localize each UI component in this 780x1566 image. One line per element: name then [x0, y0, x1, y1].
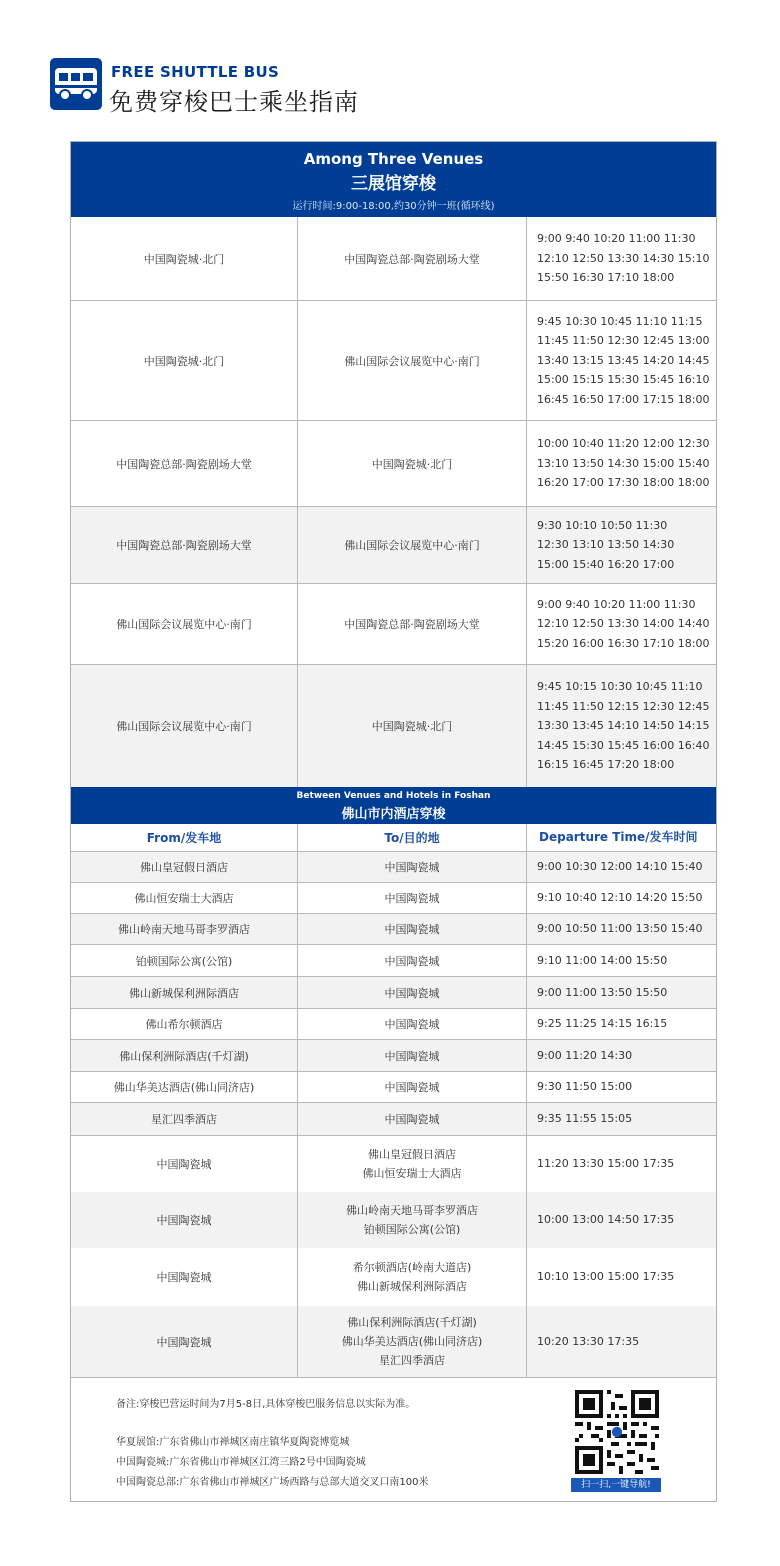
time-line: 15:00 15:15 15:30 15:45 16:10 — [537, 373, 710, 387]
header-title-cn: 免费穿梭巴士乘坐指南 — [109, 88, 359, 116]
table-row — [71, 914, 716, 945]
destination: 佛山恒安瑞士大酒店 — [362, 1167, 462, 1180]
table-row — [71, 1192, 716, 1248]
row-time: 9:10 10:40 12:10 14:20 15:50 — [537, 891, 703, 905]
table-row — [71, 301, 716, 421]
address-huaxia: 华夏展馆:广东省佛山市禅城区南庄镇华夏陶瓷博览城 — [116, 1437, 350, 1448]
table-row — [71, 1103, 716, 1136]
row-from: 佛山保利洲际酒店(千灯湖) — [71, 1040, 298, 1071]
row-times — [527, 301, 716, 420]
row-to: 中国陶瓷城·北门 — [298, 421, 527, 506]
row-times — [527, 584, 716, 664]
destination: 佛山皇冠假日酒店 — [368, 1148, 456, 1161]
time-line: 13:10 13:50 14:30 15:00 15:40 — [537, 456, 710, 470]
table-row — [71, 1072, 716, 1103]
table-row — [71, 883, 716, 914]
destination: 希尔顿酒店(岭南大道店) — [352, 1261, 472, 1274]
row-time: 9:35 11:55 15:05 — [537, 1112, 633, 1126]
time-line: 9:45 10:30 10:45 11:10 11:15 — [537, 314, 703, 328]
row-to — [298, 1248, 527, 1306]
row-from: 佛山华美达酒店(佛山同济店) — [71, 1072, 298, 1102]
qr-caption: 扫一扫,一键导航! — [571, 1478, 661, 1492]
row-from: 佛山皇冠假日酒店 — [71, 852, 298, 882]
row-from: 佛山国际会议展览中心·南门 — [71, 584, 298, 664]
header-time: Departure Time/发车时间 — [539, 829, 698, 844]
time-line: 9:00 9:40 10:20 11:00 11:30 — [537, 597, 696, 611]
page-header — [50, 58, 730, 114]
row-time: 9:25 11:25 14:15 16:15 — [537, 1017, 668, 1031]
time-line: 12:10 12:50 13:30 14:00 14:40 — [537, 617, 710, 631]
row-time: 9:00 11:20 14:30 — [537, 1048, 633, 1062]
table-row — [71, 852, 716, 883]
column-headers — [71, 824, 716, 852]
time-line: 16:15 16:45 17:20 18:00 — [537, 758, 675, 772]
row-to: 中国陶瓷城 — [298, 977, 527, 1008]
time-line: 15:00 15:40 16:20 17:00 — [537, 557, 675, 571]
row-from: 中国陶瓷城·北门 — [71, 301, 298, 420]
row-from: 佛山希尔顿酒店 — [71, 1009, 298, 1039]
time-line: 12:10 12:50 13:30 14:30 15:10 — [537, 251, 710, 265]
time-line: 9:45 10:15 10:30 10:45 11:10 — [537, 680, 703, 694]
table-row — [71, 1306, 716, 1378]
row-time: 11:20 13:30 15:00 17:35 — [537, 1157, 675, 1171]
row-from: 中国陶瓷总部·陶瓷剧场大堂 — [71, 421, 298, 506]
row-to: 中国陶瓷总部·陶瓷剧场大堂 — [298, 217, 527, 300]
destination: 佛山新城保利洲际酒店 — [357, 1280, 467, 1293]
time-line: 15:20 16:00 16:30 17:10 18:00 — [537, 636, 710, 650]
section2-banner — [71, 787, 716, 824]
row-to: 佛山国际会议展览中心·南门 — [298, 507, 527, 583]
table-row — [71, 421, 716, 507]
row-times — [527, 421, 716, 506]
header-from: From/发车地 — [71, 824, 298, 851]
notes-section — [71, 1378, 716, 1502]
row-time: 9:10 11:00 14:00 15:50 — [537, 953, 668, 967]
table-row — [71, 1136, 716, 1192]
row-times — [527, 507, 716, 583]
table-row — [71, 665, 716, 787]
row-times — [527, 665, 716, 787]
address-ceramic-hq: 中国陶瓷总部:广东省佛山市禅城区广场西路与总部大道交叉口南100米 — [116, 1477, 429, 1488]
time-line: 9:00 9:40 10:20 11:00 11:30 — [537, 232, 696, 246]
table-row — [71, 1040, 716, 1072]
table-row — [71, 1248, 716, 1306]
time-line: 12:30 13:10 13:50 14:30 — [537, 538, 675, 552]
destination: 佛山保利洲际酒店(千灯湖) — [347, 1316, 477, 1329]
row-to: 中国陶瓷城 — [298, 1103, 527, 1135]
header-to: To/目的地 — [298, 824, 527, 851]
bus-icon — [50, 58, 102, 110]
section2-title-cn: 佛山市内酒店穿梭 — [341, 807, 446, 822]
row-time: 10:00 13:00 14:50 17:35 — [537, 1213, 675, 1227]
table-row — [71, 584, 716, 665]
row-times — [527, 217, 716, 300]
time-line: 13:30 13:45 14:10 14:50 14:15 — [537, 719, 710, 733]
header-title-en: FREE SHUTTLE BUS — [111, 63, 280, 81]
row-from: 中国陶瓷城 — [71, 1306, 298, 1377]
row-from: 铂顿国际公寓(公馆) — [71, 945, 298, 976]
section1-title-en: Among Three Venues — [303, 150, 484, 168]
row-to: 中国陶瓷城 — [298, 945, 527, 976]
time-line: 11:45 11:50 12:15 12:30 12:45 — [537, 699, 710, 713]
row-time: 10:20 13:30 17:35 — [537, 1334, 640, 1348]
row-to: 中国陶瓷城·北门 — [298, 665, 527, 787]
row-time: 9:00 10:30 12:00 14:10 15:40 — [537, 860, 703, 874]
table-row — [71, 507, 716, 584]
section1-banner — [71, 142, 716, 217]
destination: 铂顿国际公寓(公馆) — [363, 1223, 461, 1236]
row-from: 中国陶瓷总部·陶瓷剧场大堂 — [71, 507, 298, 583]
qr-code-icon[interactable] — [575, 1390, 659, 1474]
section1-title-cn: 三展馆穿梭 — [351, 174, 436, 194]
row-to: 中国陶瓷总部·陶瓷剧场大堂 — [298, 584, 527, 664]
destination: 佛山岭南天地马哥李罗酒店 — [346, 1204, 478, 1217]
row-time: 9:30 11:50 15:00 — [537, 1080, 633, 1094]
row-to: 中国陶瓷城 — [298, 1072, 527, 1102]
row-to — [298, 1306, 527, 1377]
table-row — [71, 977, 716, 1009]
row-from: 佛山恒安瑞士大酒店 — [71, 883, 298, 913]
time-line: 9:30 10:10 10:50 11:30 — [537, 518, 668, 532]
row-to — [298, 1136, 527, 1192]
row-from: 佛山新城保利洲际酒店 — [71, 977, 298, 1008]
time-line: 16:20 17:00 17:30 18:00 18:00 — [537, 476, 710, 490]
row-from: 中国陶瓷城 — [71, 1136, 298, 1192]
table-row — [71, 217, 716, 301]
address-ceramic-city: 中国陶瓷城:广东省佛山市禅城区江湾三路2号中国陶瓷城 — [116, 1457, 366, 1468]
time-line: 10:00 10:40 11:20 12:00 12:30 — [537, 437, 710, 451]
row-time: 10:10 13:00 15:00 17:35 — [537, 1270, 675, 1284]
row-from: 星汇四季酒店 — [71, 1103, 298, 1135]
remark-note: 备注:穿梭巴营运时间为7月5-8日,具体穿梭巴服务信息以实际为准。 — [116, 1399, 416, 1410]
row-to — [298, 1192, 527, 1248]
destination: 佛山华美达酒店(佛山同济店) — [341, 1335, 483, 1348]
table-row — [71, 945, 716, 977]
row-to: 中国陶瓷城 — [298, 1009, 527, 1039]
table-row — [71, 1009, 716, 1040]
row-to: 佛山国际会议展览中心·南门 — [298, 301, 527, 420]
row-from: 佛山岭南天地马哥李罗酒店 — [71, 914, 298, 944]
row-to: 中国陶瓷城 — [298, 883, 527, 913]
section2-title-en: Between Venues and Hotels in Foshan — [296, 791, 491, 801]
row-from: 中国陶瓷城 — [71, 1192, 298, 1248]
row-from: 中国陶瓷城·北门 — [71, 217, 298, 300]
time-line: 13:40 13:15 13:45 14:20 14:45 — [537, 353, 710, 367]
row-time: 9:00 11:00 13:50 15:50 — [537, 985, 668, 999]
time-line: 15:50 16:30 17:10 18:00 — [537, 271, 675, 285]
row-to: 中国陶瓷城 — [298, 852, 527, 882]
row-time: 9:00 10:50 11:00 13:50 15:40 — [537, 922, 703, 936]
row-to: 中国陶瓷城 — [298, 914, 527, 944]
time-line: 16:45 16:50 17:00 17:15 18:00 — [537, 392, 710, 406]
row-from: 佛山国际会议展览中心·南门 — [71, 665, 298, 787]
schedule-table — [70, 141, 717, 1502]
row-to: 中国陶瓷城 — [298, 1040, 527, 1071]
row-from: 中国陶瓷城 — [71, 1248, 298, 1306]
time-line: 11:45 11:50 12:30 12:45 13:00 — [537, 334, 710, 348]
destination: 星汇四季酒店 — [379, 1354, 445, 1367]
section1-subtitle: 运行时间:9:00-18:00,约30分钟一班(循环线) — [292, 201, 495, 212]
time-line: 14:45 15:30 15:45 16:00 16:40 — [537, 738, 710, 752]
